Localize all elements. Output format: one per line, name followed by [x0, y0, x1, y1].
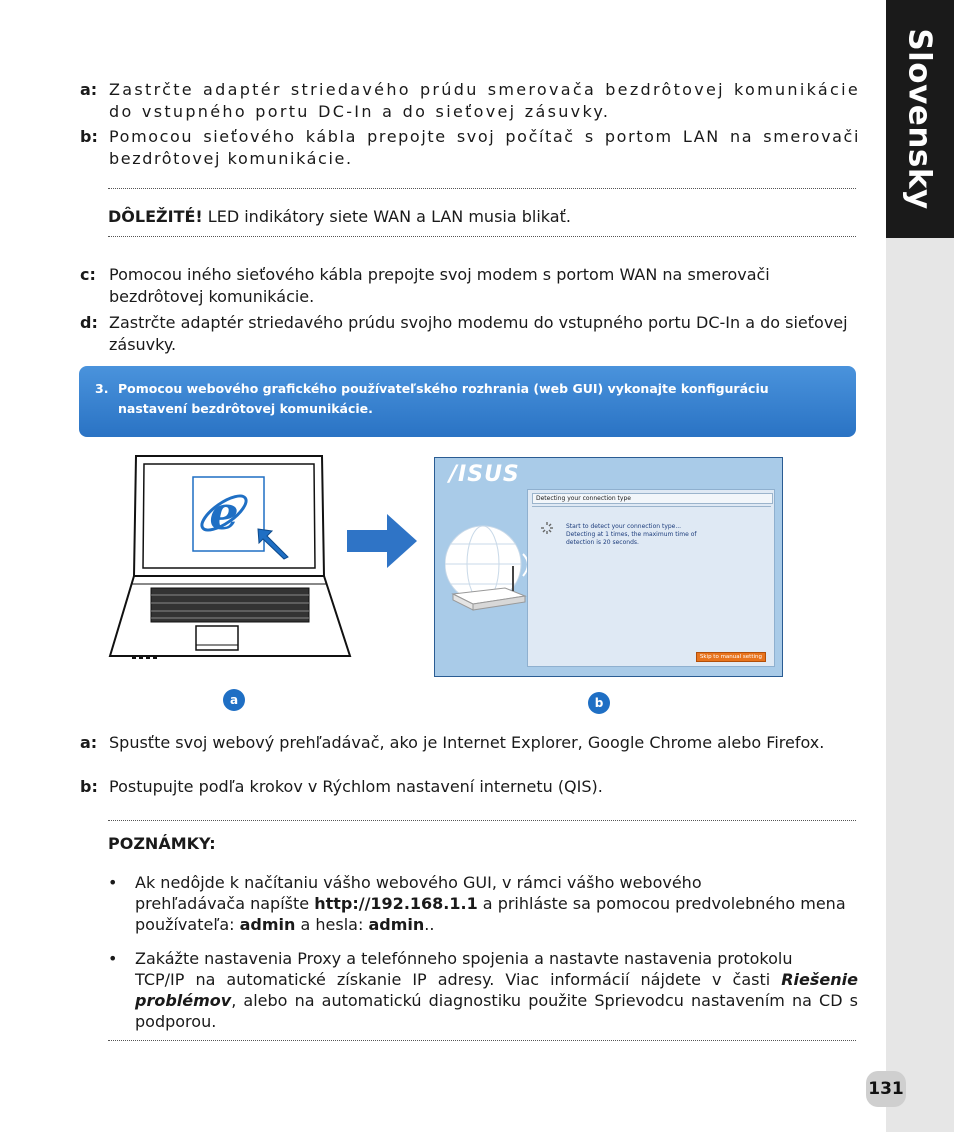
panel-divider [532, 506, 771, 507]
badge-a: a [223, 689, 245, 711]
note-1-part: a prihláste sa pomocou predvolebného mena používateľa: [135, 894, 846, 934]
bullet-marker: • [108, 873, 118, 892]
language-tab-label: Slovensky [902, 28, 939, 210]
step-label: a: [80, 733, 98, 752]
divider [108, 820, 856, 821]
detect-line-3: detection is 20 seconds. [566, 539, 639, 546]
step-text: Zastrčte adaptér striedavého prúdu svojho modemu do vstupného portu DC-In a do sieťovej zásuvky. [109, 313, 848, 354]
note-2-line-1: Zakážte nastavenia Proxy a telefónneho spojenia a nastavte nastavenia protokolu [135, 949, 793, 968]
step-c [80, 264, 860, 308]
divider [108, 1040, 856, 1041]
troubleshooting-ref: Riešenie problémov [135, 970, 858, 1010]
step-label: d: [80, 313, 98, 332]
important-label: DÔLEŽITÉ! [108, 207, 203, 226]
internet-explorer-icon [194, 479, 264, 551]
step-b-top [80, 126, 860, 170]
note-1-part: prehľadávača napíšte [135, 894, 315, 913]
step-text: Pomocou sieťového kábla prepojte svoj počítač s portom LAN na smerovači bezdrôtovej komunikácie. [109, 127, 860, 168]
default-password: admin [368, 915, 425, 934]
note-2-part: , alebo na automatickú diagnostiku použite Sprievodcu nastavením na CD s podporou. [135, 991, 858, 1031]
router-setup-screenshot [434, 457, 783, 677]
step-3-banner [79, 366, 856, 437]
important-text: LED indikátory siete WAN a LAN musia blikať. [207, 207, 571, 226]
step-b-bottom [80, 776, 860, 798]
asus-logo: /ISUS [449, 462, 520, 487]
cursor-arrow-icon [256, 527, 292, 561]
detect-line-2: Detecting at 1 times, the maximum time of [566, 531, 697, 538]
svg-text:e: e [209, 486, 239, 540]
step-title: Pomocou webového grafického používateľského rozhrania (web GUI) vykonajte konfiguráciu nastavení bezdrôtovej komunikácie. [118, 381, 769, 416]
language-tab-label-wrap [886, 0, 954, 238]
note-1-part: .. [424, 915, 435, 934]
note-2-text [135, 948, 858, 1032]
step-d [80, 312, 860, 356]
detect-message [566, 523, 697, 547]
bullet-marker: • [108, 949, 118, 968]
step-text: Spusťte svoj webový prehľadávač, ako je Internet Explorer, Google Chrome alebo Firefox. [109, 733, 825, 752]
step-label: c: [80, 265, 96, 284]
note-2-part: TCP/IP na automatické získanie IP adresy. Viac informácií nájdete v časti [135, 970, 782, 989]
loading-spinner-icon [541, 522, 553, 534]
step-text: Postupujte podľa krokov v Rýchlom nastavení internetu (QIS). [109, 777, 603, 796]
divider [108, 236, 856, 237]
skip-manual-setting-button[interactable]: Skip to manual setting [696, 652, 766, 662]
note-1 [108, 872, 858, 935]
router-url: http://192.168.1.1 [314, 894, 478, 913]
panel-heading: Detecting your connection type [532, 493, 773, 504]
step-number: 3. [95, 381, 109, 396]
divider [108, 188, 856, 189]
note-1-text [135, 872, 858, 935]
setup-panel [527, 489, 775, 667]
step-a-bottom [80, 732, 860, 754]
step-label: b: [80, 777, 98, 796]
important-note [108, 206, 571, 228]
default-username: admin [239, 915, 296, 934]
step-label: b: [80, 127, 98, 146]
right-arrow-icon [347, 512, 419, 570]
note-1-line-1: Ak nedôjde k načítaniu vášho webového GUI, v rámci vášho webového [135, 873, 702, 892]
note-2 [108, 948, 858, 1032]
step-a-top [80, 79, 860, 123]
note-1-part: a hesla: [295, 915, 369, 934]
detect-line-1: Start to detect your connection type... [566, 523, 682, 530]
step-text: Zastrčte adaptér striedavého prúdu smerovača bezdrôtovej komunikácie do vstupného portu DC-In a do sieťovej zásuvky. [109, 80, 860, 121]
step-label: a: [80, 80, 98, 99]
step-text: Pomocou iného sieťového kábla prepojte svoj modem s portom WAN na smerovači bezdrôtovej komunikácie. [109, 265, 770, 306]
badge-b: b [588, 692, 610, 714]
page-number: 131 [866, 1071, 906, 1107]
notes-title: POZNÁMKY: [108, 834, 216, 853]
